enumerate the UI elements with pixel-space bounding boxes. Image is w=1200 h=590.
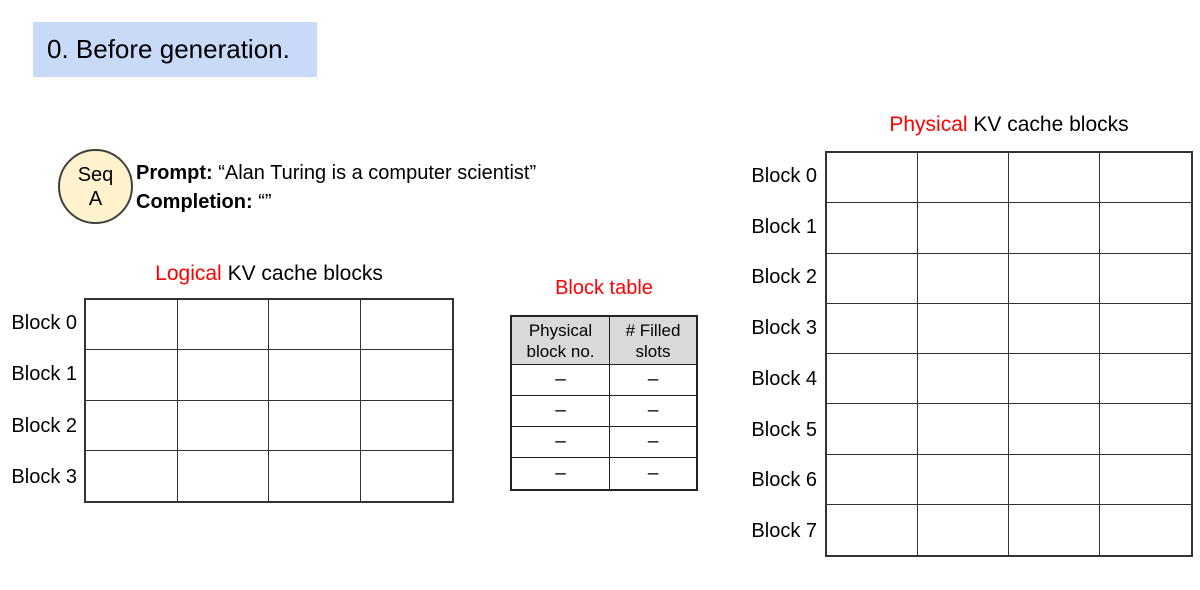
physical-kv-cell <box>918 505 1009 555</box>
logical-kv-cell <box>86 401 178 451</box>
physical-kv-cell <box>918 254 1009 304</box>
completion-value: “” <box>258 191 272 213</box>
logical-kv-cell <box>269 300 361 350</box>
block-table-cell: – <box>512 427 610 458</box>
physical-kv-grid <box>825 151 1193 557</box>
physical-row-label: Block 7 <box>751 520 817 543</box>
physical-kv-cell <box>827 455 918 505</box>
sequence-badge-line1: Seq <box>77 163 114 186</box>
block-table-cell: – <box>512 365 610 396</box>
physical-kv-cell <box>1009 505 1100 555</box>
physical-row-label: Block 5 <box>751 418 817 441</box>
physical-kv-cell <box>918 153 1009 203</box>
block-table-header-physical-block-no: Physical block no. <box>512 317 610 365</box>
logical-kv-cell <box>361 451 453 501</box>
physical-kv-cell <box>827 505 918 555</box>
physical-row-label: Block 2 <box>751 266 817 289</box>
block-table-title: Block table <box>555 277 653 299</box>
logical-kv-title <box>84 262 454 286</box>
physical-kv-cell <box>827 153 918 203</box>
page-title: 0. Before generation. <box>47 34 290 64</box>
logical-kv-cell <box>269 451 361 501</box>
block-table-cell: – <box>610 396 696 427</box>
physical-kv-cell <box>1100 505 1191 555</box>
logical-kv-cell <box>361 350 453 400</box>
physical-kv-title <box>825 113 1193 137</box>
block-table-cell: – <box>610 365 696 396</box>
logical-row-label: Block 2 <box>11 414 77 437</box>
logical-row-labels <box>0 298 77 503</box>
physical-kv-cell <box>827 254 918 304</box>
physical-row-labels <box>737 151 817 557</box>
logical-kv-cell <box>269 350 361 400</box>
physical-kv-cell <box>1100 354 1191 404</box>
physical-kv-cell <box>1009 404 1100 454</box>
block-table-cell: – <box>512 396 610 427</box>
physical-kv-cell <box>1009 304 1100 354</box>
physical-row-label: Block 3 <box>751 317 817 340</box>
logical-kv-cell <box>361 401 453 451</box>
logical-row-label: Block 1 <box>11 363 77 386</box>
completion-label: Completion: <box>136 191 253 213</box>
physical-kv-cell <box>1009 203 1100 253</box>
block-table <box>510 315 698 491</box>
physical-kv-cell <box>918 203 1009 253</box>
physical-row-label: Block 1 <box>751 215 817 238</box>
logical-kv-cell <box>178 300 270 350</box>
physical-kv-cell <box>1100 254 1191 304</box>
physical-kv-title-highlight: Physical <box>889 113 968 136</box>
physical-kv-cell <box>918 354 1009 404</box>
physical-row-label: Block 4 <box>751 367 817 390</box>
physical-kv-cell <box>1100 455 1191 505</box>
logical-kv-cell <box>178 350 270 400</box>
physical-kv-cell <box>918 304 1009 354</box>
physical-kv-cell <box>1009 455 1100 505</box>
physical-row-label: Block 0 <box>751 164 817 187</box>
logical-kv-cell <box>86 350 178 400</box>
physical-kv-cell <box>1009 354 1100 404</box>
physical-kv-cell <box>827 203 918 253</box>
block-table-header-filled-slots: # Filled slots <box>610 317 696 365</box>
logical-row-label: Block 3 <box>11 465 77 488</box>
logical-kv-cell <box>86 451 178 501</box>
sequence-badge-line2: A <box>88 187 103 210</box>
block-table-cell: – <box>647 462 659 484</box>
logical-row-label: Block 0 <box>11 312 77 335</box>
physical-kv-cell <box>827 304 918 354</box>
logical-kv-title-highlight: Logical <box>155 262 222 285</box>
prompt-label: Prompt: <box>136 162 213 184</box>
title-banner <box>33 22 317 77</box>
physical-kv-cell <box>1100 304 1191 354</box>
physical-kv-cell <box>1100 153 1191 203</box>
logical-kv-cell <box>86 300 178 350</box>
logical-kv-cell <box>361 300 453 350</box>
physical-kv-cell <box>1009 254 1100 304</box>
logical-kv-grid <box>84 298 454 503</box>
physical-kv-cell <box>918 404 1009 454</box>
physical-kv-cell <box>1100 203 1191 253</box>
physical-kv-cell <box>827 354 918 404</box>
physical-kv-cell <box>827 404 918 454</box>
logical-kv-cell <box>178 401 270 451</box>
prompt-block <box>136 159 536 217</box>
physical-kv-title-rest: KV cache blocks <box>973 113 1129 136</box>
prompt-line <box>136 159 536 188</box>
block-table-cell: – <box>610 427 696 458</box>
physical-kv-cell <box>1009 153 1100 203</box>
physical-kv-cell <box>918 455 1009 505</box>
logical-kv-title-rest: KV cache blocks <box>227 262 383 285</box>
prompt-value: “Alan Turing is a computer scientist” <box>218 162 537 184</box>
logical-kv-cell <box>178 451 270 501</box>
completion-line <box>136 188 536 217</box>
physical-row-label: Block 6 <box>751 469 817 492</box>
sequence-badge <box>58 149 133 224</box>
logical-kv-cell <box>269 401 361 451</box>
physical-kv-cell <box>1100 404 1191 454</box>
block-table-cell: – <box>512 458 610 489</box>
